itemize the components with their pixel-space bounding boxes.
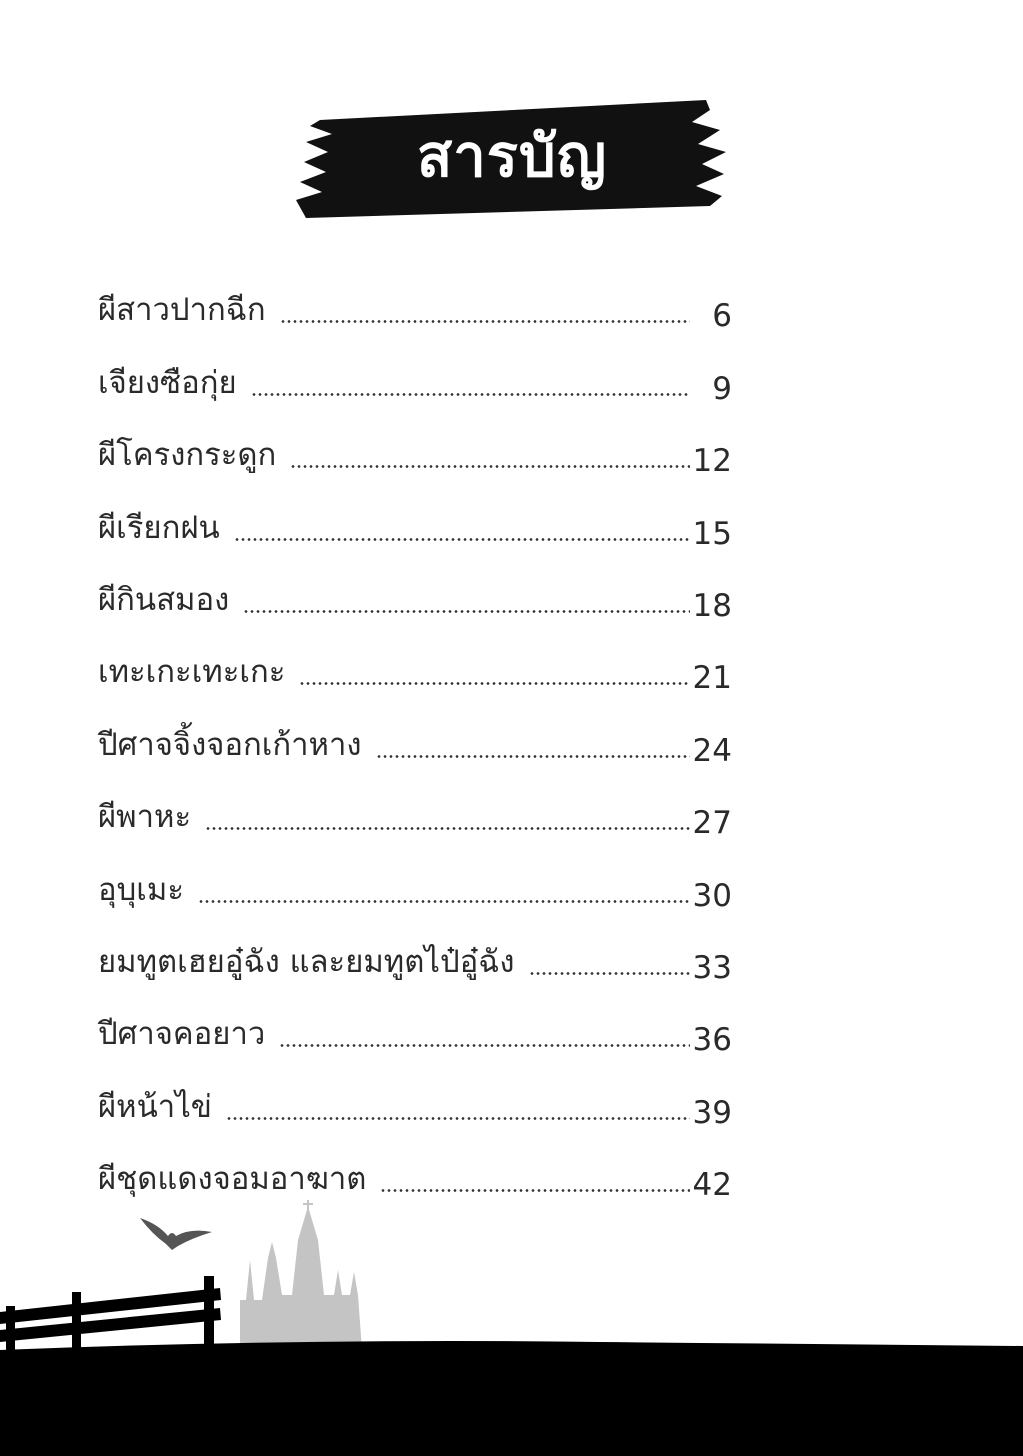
toc-item[interactable]: [98, 1058, 732, 1130]
toc-item-title: ผีเรียกฝน: [98, 509, 220, 546]
dot-leader: [380, 1189, 690, 1192]
toc-item[interactable]: [98, 479, 732, 551]
toc-item-page: 30: [692, 877, 732, 914]
toc-item-page: 39: [692, 1094, 732, 1131]
toc-item[interactable]: [98, 262, 732, 334]
toc-item-title: ยมทูตเฮยอู๋ฉัง และยมทูตไป๋อู๋ฉัง: [98, 943, 515, 980]
toc-item[interactable]: [98, 334, 732, 406]
dot-leader: [226, 1117, 690, 1120]
dot-leader: [234, 538, 690, 541]
toc-item-title: เจียงซือกุ่ย: [98, 364, 237, 401]
dot-leader: [279, 1044, 690, 1047]
dot-leader: [376, 755, 690, 758]
dot-leader: [529, 972, 690, 975]
toc-item-title: เทะเกะเทะเกะ: [98, 654, 286, 691]
toc-item[interactable]: [98, 552, 732, 624]
toc-item[interactable]: [98, 407, 732, 479]
dot-leader: [290, 465, 690, 468]
page-title: สารบัญ: [416, 121, 608, 190]
toc-item-page: 24: [692, 732, 732, 769]
toc-item-page: 15: [692, 515, 732, 552]
toc-item-title: ผีหน้าไข่: [98, 1088, 212, 1125]
toc-item-page: 33: [692, 949, 732, 986]
toc-item-title: ปีศาจจิ้งจอกเก้าหาง: [98, 726, 362, 763]
toc-item-page: 21: [692, 660, 732, 697]
dot-leader: [251, 393, 690, 396]
toc-item-title: อุบุเมะ: [98, 871, 184, 908]
toc-item-page: 27: [692, 805, 732, 842]
toc-item-title: ผีโครงกระดูก: [98, 437, 277, 474]
toc-item-page: 42: [692, 1167, 732, 1204]
toc-item-title: ผีชุดแดงจอมอาฆาต: [98, 1161, 367, 1198]
toc-item[interactable]: [98, 986, 732, 1058]
toc-item-page: 12: [692, 443, 732, 480]
toc-item[interactable]: [98, 624, 732, 696]
dot-leader: [299, 682, 690, 685]
toc-item[interactable]: [98, 769, 732, 841]
table-of-contents: [98, 262, 732, 1203]
dot-leader: [205, 827, 690, 830]
ground-silhouette: [0, 1340, 1023, 1456]
toc-item-title: ผีกินสมอง: [98, 581, 230, 618]
toc-item-page: 18: [692, 587, 732, 624]
toc-item[interactable]: [98, 1131, 732, 1203]
toc-item-page: 9: [712, 370, 732, 407]
dot-leader: [243, 610, 690, 613]
toc-item-title: ผีสาวปากฉีก: [98, 292, 266, 329]
toc-item-page: 36: [692, 1022, 732, 1059]
toc-item[interactable]: [98, 841, 732, 913]
toc-item[interactable]: [98, 914, 732, 986]
dot-leader: [280, 320, 690, 323]
bat-icon: [140, 1218, 212, 1250]
toc-item-title: ปีศาจคอยาว: [98, 1016, 266, 1053]
toc-item[interactable]: [98, 696, 732, 768]
dot-leader: [198, 900, 690, 903]
title-banner: [296, 100, 728, 218]
toc-item-page: 6: [712, 298, 732, 335]
castle-icon: [240, 1200, 362, 1350]
toc-item-title: ผีพาหะ: [98, 799, 192, 836]
